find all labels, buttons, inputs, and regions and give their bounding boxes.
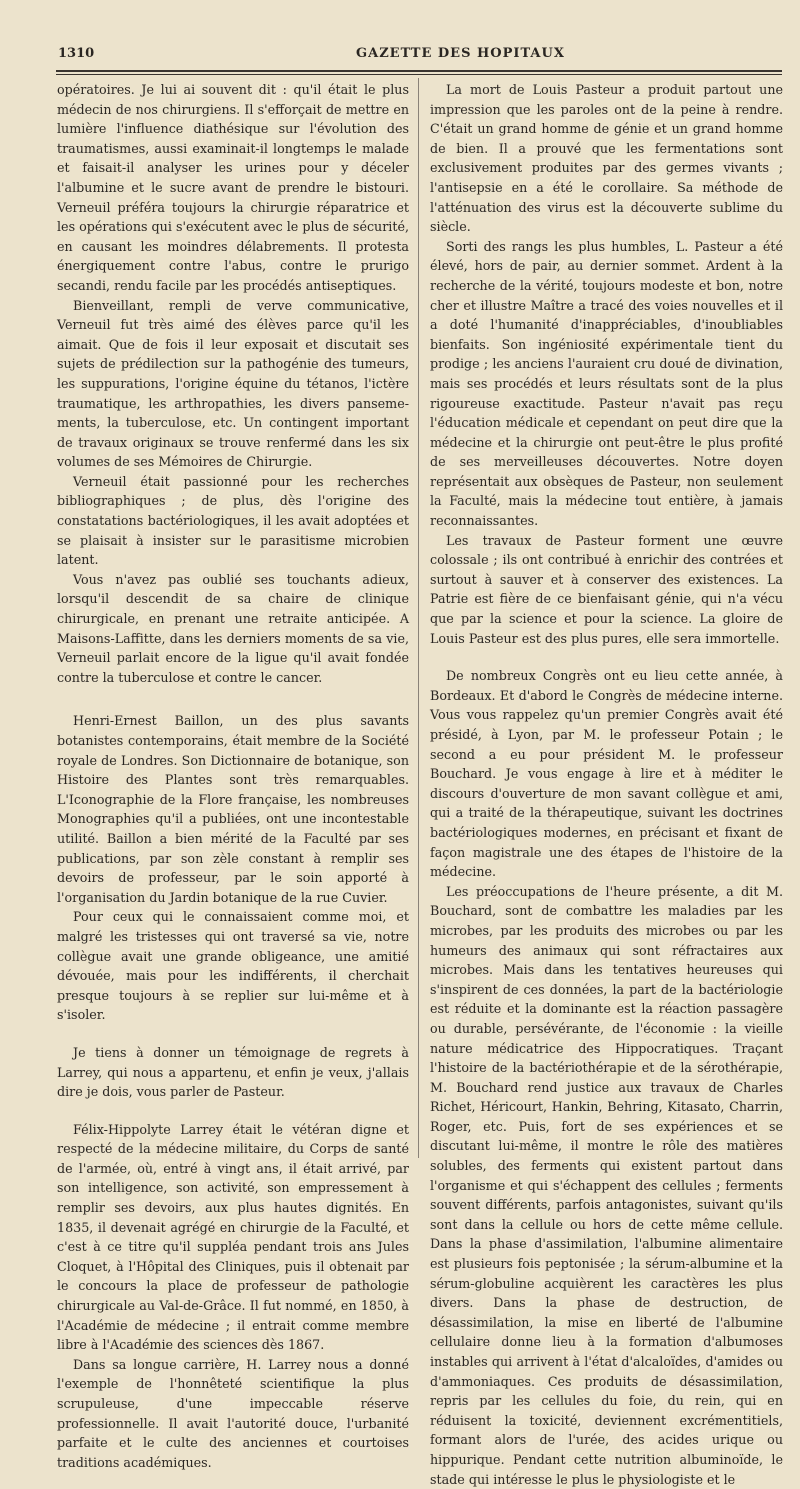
- header-rule-thin: [56, 74, 782, 75]
- paragraph: Verneuil était passionné pour les recherches bibliographiques ; de plus, dès l'origine des constatations bactériologiques, il les avait adoptées et se plaisait à insister sur le parasitisme microbien latent.: [57, 473, 409, 568]
- page-header: [56, 44, 778, 66]
- paragraph: Sorti des rangs les plus humbles, L. Pasteur a été élevé, hors de pair, au dernier sommet. Ardent à la recherche de la vérité, toujours modeste et bon, notre cher et illustre Maître a tracé des voies nouvelles et il a doté l'humanité d'inappréciables, d'inoubliables bienfaits. Son ingéniosité expérimentale tient du prodige ; les anciens l'auraient cru doué de divination, mais ses procédés et leurs résultats sont de la plus rigoureuse exactitude. Pasteur n'avait pas reçu l'éducation médicale et cependant on peut dire que la médecine et la chirurgie ont peut-être le plus profité de ses merveilleuses découvertes. Notre doyen représentait aux obsèques de Pasteur, non seulement la Faculté, mais la médecine tout entière, à jamais reconnaissantes.: [430, 238, 783, 529]
- paragraph: Dans sa longue carrière, H. Larrey nous a donné l'exemple de l'honnêteté scientifique la plus scrupuleuse, d'une impeccable réserve professionnelle. Il avait l'autorité douce, l'urbanité parfaite et le culte des anciennes et courtoises traditions académiques.: [57, 1356, 409, 1470]
- paragraph: Les préoccupations de l'heure présente, a dit M. Bouchard, sont de combattre les maladies par les microbes, par les produits des microbes ou par les humeurs des animaux qui sont réfractaires aux microbes. Mais dans les tentatives heureuses qui s'inspirent de ces données, la part de la bactériologie est réduite et la dominante est la réaction passagère ou durable, persévérante, de l'économie : la vieille nature médicatrice des Hippocratiques. Traçant l'histoire de la bactériothérapie et de la sérothérapie, M. Bouchard rend justice aux travaux de Charles Richet, Héricourt, Hankin, Behring, Kitasato, Charrin, Roger, etc. Puis, fort de ses expériences et se discutant lui-même, il montre le rôle des matières solubles, des ferments qui existent partout dans l'organisme et qui s'échappent des cellules ; ferments souvent différents, parfois antagonistes, suivant qu'ils sont dans la cellule ou hors de cette même cellule. Dans la phase d'assimilation, l'albumine alimentaire est plusieurs fois peptonisée ; la sérum-albumine et la sérum-globuline acquièrent les caractères les plus divers. Dans la phase de destruction, de désassimilation, la mise en liberté de l'albumine cellulaire donne lieu à la formation d'albumoses instables qui arrivent à l'état d'alcaloïdes, d'amides ou d'ammoniaques. Ces produits de désassimilation, repris par les cellules du foie, du rein, qui en réduisent la toxicité, deviennent excrémentitiels, formant alors de l'urée, des acides urique ou hippurique. Pendant cette nutrition albuminoïde, le stade qui intéresse le plus le physiologiste et le: [430, 883, 783, 1487]
- paragraph: De nombreux Congrès ont eu lieu cette année, à Bordeaux. Et d'abord le Congrès de médecine interne. Vous vous rappelez qu'un premier Congrès avait été présidé, à Lyon, par M. le professeur Potain ; le second a eu pour président M. le professeur Bouchard. Je vous engage à lire et à méditer le discours d'ouverture de mon savant collègue et ami, qui a traité de la thérapeutique, suivant les doctrines bactériologiques modernes, en précisant et fixant de façon magistrale une des étapes de l'histoire de la médecine.: [430, 668, 783, 880]
- paragraph: Henri-Ernest Baillon, un des plus savants botanistes contemporains, était membre de la Société royale de Londres. Son Dictionnaire de botanique, son Histoire des Plantes sont très remarquables. L'Iconographie de la Flore française, les nombreuses Monographies qu'il a publiées, ont une incontestable utilité. Baillon a bien mérité de la Faculté par ses publications, par son zèle constant à remplir ses devoirs de professeur, par le soin apporté à l'organisation du Jardin botanique de la rue Cuvier.: [57, 713, 409, 905]
- paragraph: La mort de Louis Pasteur a produit partout une impression que les paroles ont de la peine à rendre. C'était un grand homme de génie et un grand homme de bien. Il a prouvé que les fermentations sont exclusivement produites par des germes vivants ; l'antisepsie en a été le corollaire. Sa méthode de l'atténuation des virus est la découverte sublime du siècle.: [430, 82, 783, 235]
- paragraph: Les travaux de Pasteur forment une œuvre colossale ; ils ont contribué à enrichir des contrées et surtout à sauver et à conserver des existences. La Patrie est fière de ce bienfaisant génie, qui n'a vécu que par la science et pour la science. La gloire de Louis Pasteur est des plus pures, elle sera immortelle.: [430, 532, 783, 646]
- paragraph: Félix-Hippolyte Larrey était le vétéran digne et respecté de la médecine militaire, du Corps de santé de l'armée, où, entré à vingt ans, il était arrivé, par son intelligence, son activité, son empressement à remplir ses devoirs, aux plus hautes dignités. En 1835, il devenait agrégé en chirurgie de la Faculté, et c'est à ce titre qu'il suppléa pendant trois ans Jules Cloquet, à l'Hôpital des Cliniques, puis il obtenait par le concours la place de professeur de pathologie chirurgicale au Val-de-Grâce. Il fut nommé, en 1850, à l'Académie de médecine ; il entrait comme membre libre à l'Académie des sciences dès 1867.: [57, 1121, 409, 1353]
- left-column: [57, 80, 409, 1472]
- right-column: [430, 80, 783, 1489]
- running-title: GAZETTE DES HOPITAUX: [356, 46, 565, 61]
- paragraph: Pour ceux qui le connaissaient comme moi, et malgré les tristesses qui ont traversé sa vie, notre collègue avait une grande obligeance, une amitié dévouée, mais pour les indifférents, il cherchait presque toujours à se replier sur lui-même et à s'isoler.: [57, 909, 409, 1023]
- paragraph: opératoires. Je lui ai souvent dit : qu'il était le plus médecin de nos chirurgiens. Il s'efforçait de mettre en lumière l'influence diathésique sur l'évolution des traumatismes, aussi examinait-il longtemps le malade et faisait-il analyser les urines pour y déceler l'albumine et le sucre avant de prendre le bistouri. Verneuil préféra toujours la chirurgie réparatrice et les opérations qui s'exécutent avec le plus de sécurité, en causant les moindres délabrements. Il protesta énergiquement contre l'abus, contre le prurigo secandi, rendu facile par les procédés antiseptiques.: [57, 82, 409, 293]
- paragraph: Je tiens à donner un témoignage de regrets à Larrey, qui nous a appartenu, et enfin je veux, j'allais dire je dois, vous parler de Pasteur.: [57, 1044, 409, 1100]
- column-divider: [418, 78, 419, 1158]
- paragraph: Bienveillant, rempli de verve communicative, Verneuil fut très aimé des élèves parce qu'il les aimait. Que de fois il leur exposait et discutait ses sujets de prédilection sur la pathogénie des tumeurs, les suppurations, l'origine équine du tétanos, l'ictère traumatique, les arthropathies, les divers panseme-ments, la tuberculose, etc. Un contingent important de travaux originaux se trouve renfermé dans les six volumes de ses Mémoires de Chirurgie.: [57, 297, 409, 470]
- header-rule-thick: [56, 70, 782, 72]
- paragraph: Vous n'avez pas oublié ses touchants adieux, lorsqu'il descendit de sa chaire de clinique chirurgicale, en prenant une retraite anticipée. A Maisons-Laffitte, dans les derniers moments de sa vie, Verneuil parlait encore de la ligue qu'il avait fondée contre la tuberculose et contre le cancer.: [57, 571, 409, 685]
- page-number: 1310: [58, 46, 95, 61]
